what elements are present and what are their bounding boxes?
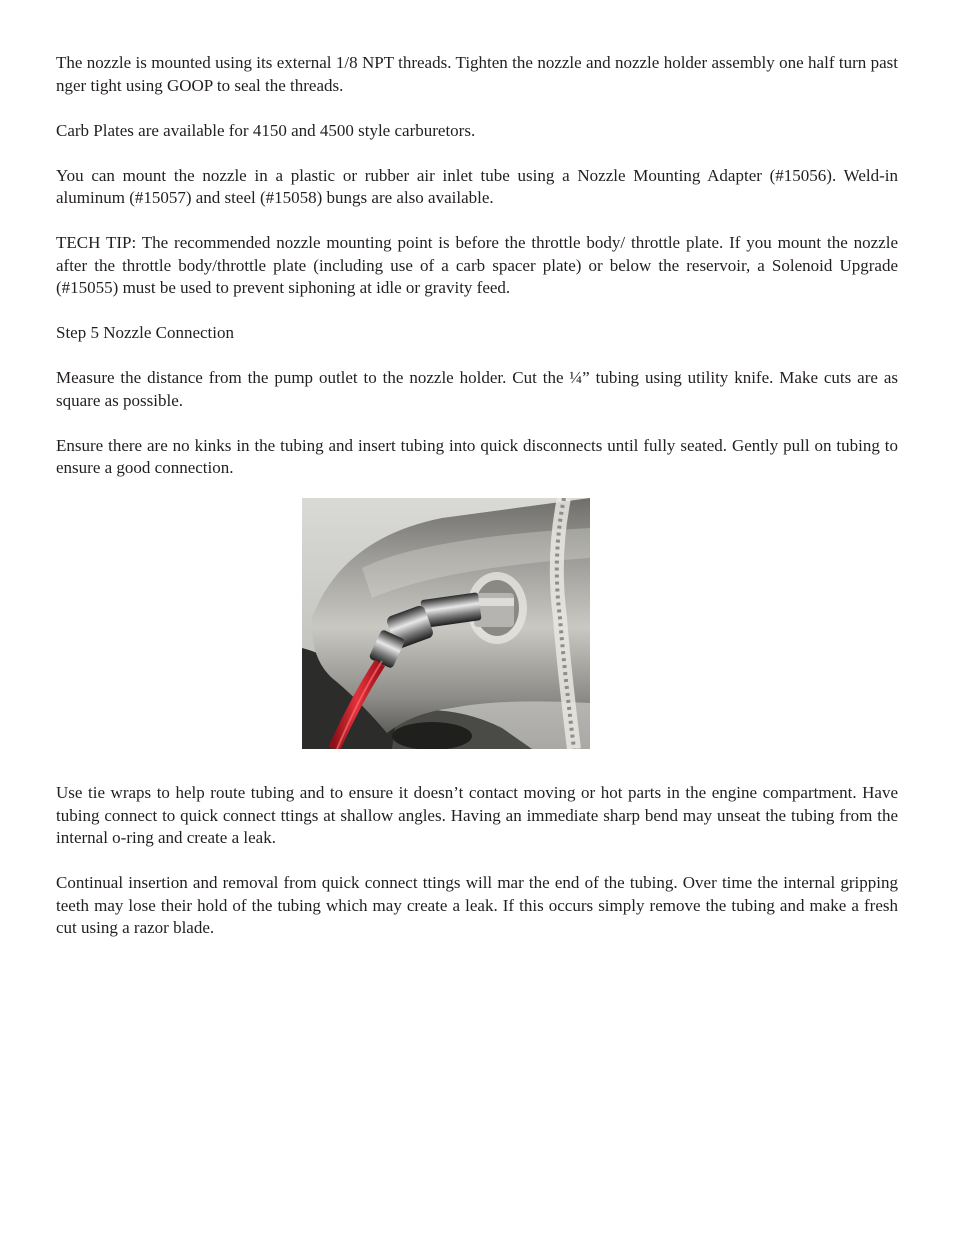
nozzle-photo	[302, 498, 590, 749]
paragraph-tie-wraps: Use tie wraps to help route tubing and to ensure it doesn’t contact moving or hot parts in the engine compartment. Have tubing connect to quick connect ttings at shallow angles. Having an immediate sharp bend may unseat the tubing from the internal o-ring and create a leak.	[56, 783, 898, 847]
paragraph-insert-tubing: Ensure there are no kinks in the tubing and insert tubing into quick disconnects until fully seated. Gently pull on tubing to ensure a good connection.	[56, 435, 898, 477]
paragraph-measure-tubing: Measure the distance from the pump outlet to the nozzle holder. Cut the ¼” tubing using utility knife. Make cuts are as square as possible.	[56, 368, 898, 410]
paragraph-continual-insertion: Continual insertion and removal from quick connect ttings will mar the end of the tubing. Over time the internal gripping teeth may lose their hold of the tubing which may create a leak. If this occurs simply remove the tubing and make a fresh cut using a razor blade.	[56, 873, 898, 937]
step-heading: Step 5 Nozzle Connection	[56, 323, 234, 342]
paragraph-carb-plates: Carb Plates are available for 4150 and 4500 style carburetors.	[56, 120, 476, 140]
paragraph-nozzle-mounting: The nozzle is mounted using its external 1/8 NPT threads. Tighten the nozzle and nozzle holder assembly one half turn past nger tight using GOOP to seal the threads.	[56, 53, 898, 95]
paragraph-tech-tip: TECH TIP: The recommended nozzle mounting point is before the throttle body/ throttle plate. If you mount the nozzle after the throttle body/throttle plate (including use of a carb spacer plate) or below the reservoir, a Solenoid Upgrade (#15055) must be used to prevent siphoning at idle or gravity feed.	[56, 233, 898, 297]
paragraph-mounting-adapter: You can mount the nozzle in a plastic or rubber air inlet tube using a Nozzle Mounting Adapter (#15056). Weld-in aluminum (#15057) and steel (#15058) bungs are also available.	[56, 165, 898, 207]
document-page	[56, 52, 898, 962]
